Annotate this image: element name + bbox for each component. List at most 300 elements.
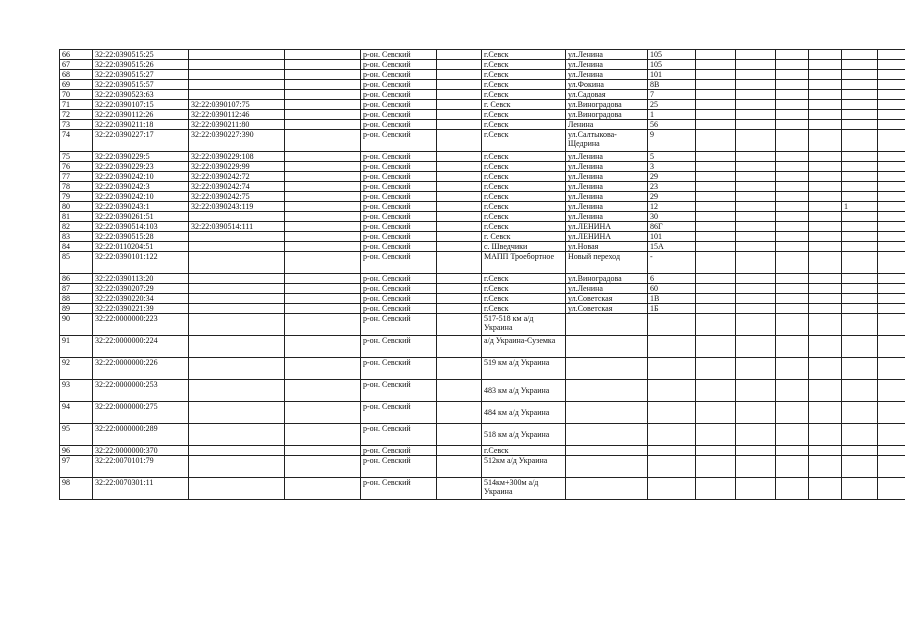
cell-cadastral-number-2: 32:22:0390242:75 (189, 192, 285, 202)
cell-empty (285, 252, 361, 274)
cell-cadastral-number: 32:22:0390242:10 (93, 192, 189, 202)
cell-empty (285, 446, 361, 456)
cell-empty (878, 446, 905, 456)
cell-locality: г.Севск (482, 192, 566, 202)
cell-cadastral-number: 32:22:0070301:11 (93, 478, 189, 500)
cell-row-number: 71 (60, 100, 93, 110)
table-row (60, 380, 905, 402)
cell-extra (842, 120, 878, 130)
cell-empty (285, 456, 361, 478)
cell-empty (809, 284, 842, 294)
cell-empty (736, 80, 776, 90)
cell-empty (696, 284, 736, 294)
cell-empty (809, 172, 842, 182)
cell-cadastral-number-2: 32:22:0390514:111 (189, 222, 285, 232)
cell-house-number (648, 402, 696, 424)
cell-empty (878, 314, 905, 336)
cell-empty (809, 358, 842, 380)
cell-street (566, 456, 648, 478)
cell-empty (736, 446, 776, 456)
cell-house-number (648, 336, 696, 358)
cell-empty (878, 130, 905, 152)
cell-locality: г.Севск (482, 120, 566, 130)
cell-locality: г.Севск (482, 110, 566, 120)
cell-house-number: 29 (648, 172, 696, 182)
cell-cadastral-number-2 (189, 294, 285, 304)
cell-row-number: 72 (60, 110, 93, 120)
cell-row-number: 87 (60, 284, 93, 294)
cell-empty (437, 456, 482, 478)
cell-empty (776, 212, 809, 222)
cell-cadastral-number-2: 32:22:0390229:108 (189, 152, 285, 162)
cell-empty (809, 152, 842, 162)
cell-empty (776, 232, 809, 242)
cell-row-number: 98 (60, 478, 93, 500)
cell-cadastral-number-2 (189, 80, 285, 90)
cell-empty (696, 380, 736, 402)
cell-empty (437, 336, 482, 358)
cell-empty (696, 242, 736, 252)
cell-cadastral-number: 32:22:0390220:34 (93, 294, 189, 304)
cell-empty (285, 424, 361, 446)
cell-empty (696, 192, 736, 202)
cell-extra (842, 478, 878, 500)
cell-extra (842, 456, 878, 478)
cell-district: р-он. Севский (361, 110, 437, 120)
cell-street (566, 446, 648, 456)
cell-row-number: 69 (60, 80, 93, 90)
table-body (60, 50, 905, 500)
cell-empty (696, 274, 736, 284)
cell-empty (696, 252, 736, 274)
table-row (60, 202, 905, 212)
cell-empty (696, 294, 736, 304)
cell-extra (842, 232, 878, 242)
table-row (60, 446, 905, 456)
cell-empty (696, 90, 736, 100)
cell-house-number: 1Б (648, 304, 696, 314)
cell-cadastral-number-2 (189, 380, 285, 402)
cell-empty (285, 380, 361, 402)
cell-extra (842, 212, 878, 222)
cell-cadastral-number: 32:22:0390229:23 (93, 162, 189, 172)
cell-cadastral-number: 32:22:0390112:26 (93, 110, 189, 120)
cell-house-number: 60 (648, 284, 696, 294)
cell-empty (776, 284, 809, 294)
cell-street (566, 402, 648, 424)
cell-empty (437, 294, 482, 304)
cell-empty (736, 152, 776, 162)
cell-empty (809, 90, 842, 100)
cell-empty (285, 304, 361, 314)
cell-district: р-он. Севский (361, 380, 437, 402)
cell-house-number: - (648, 252, 696, 274)
cell-empty (437, 304, 482, 314)
cell-empty (776, 242, 809, 252)
cadastral-table (59, 49, 905, 500)
cell-empty (878, 212, 905, 222)
cell-empty (437, 402, 482, 424)
cell-district: р-он. Севский (361, 358, 437, 380)
cell-empty (878, 402, 905, 424)
cell-empty (809, 162, 842, 172)
cell-empty (696, 446, 736, 456)
cell-empty (776, 110, 809, 120)
cell-empty (736, 284, 776, 294)
cell-district: р-он. Севский (361, 478, 437, 500)
cell-empty (437, 90, 482, 100)
cell-empty (437, 60, 482, 70)
cell-empty (437, 110, 482, 120)
cell-empty (696, 402, 736, 424)
cell-empty (437, 252, 482, 274)
table-row (60, 274, 905, 284)
cell-locality: 484 км а/д Украина (482, 402, 566, 424)
cell-empty (878, 202, 905, 212)
cell-cadastral-number-2 (189, 478, 285, 500)
cell-house-number (648, 314, 696, 336)
table-row (60, 120, 905, 130)
cell-empty (437, 274, 482, 284)
cell-empty (878, 100, 905, 110)
cell-empty (696, 202, 736, 212)
cell-house-number: 9 (648, 130, 696, 152)
cell-locality: г. Севск (482, 100, 566, 110)
cell-empty (437, 172, 482, 182)
cell-empty (437, 232, 482, 242)
cell-cadastral-number-2 (189, 424, 285, 446)
cell-empty (696, 110, 736, 120)
cell-street: ул.Ленина (566, 192, 648, 202)
cell-street: ул.Советская (566, 294, 648, 304)
cell-district: р-он. Севский (361, 446, 437, 456)
table-row (60, 424, 905, 446)
cell-empty (437, 80, 482, 90)
cell-locality: г.Севск (482, 172, 566, 182)
cell-empty (736, 274, 776, 284)
cell-row-number: 84 (60, 242, 93, 252)
cell-house-number: 8В (648, 80, 696, 90)
cell-extra (842, 380, 878, 402)
cell-extra (842, 90, 878, 100)
cell-extra (842, 284, 878, 294)
cell-empty (809, 130, 842, 152)
cell-locality: г.Севск (482, 162, 566, 172)
cell-cadastral-number: 32:22:0110204:51 (93, 242, 189, 252)
cell-extra (842, 222, 878, 232)
cell-empty (736, 100, 776, 110)
cell-empty (437, 242, 482, 252)
cell-cadastral-number-2 (189, 402, 285, 424)
cell-empty (696, 152, 736, 162)
cell-empty (437, 222, 482, 232)
cell-street: ул.Виноградова (566, 100, 648, 110)
cell-empty (696, 456, 736, 478)
cell-empty (736, 182, 776, 192)
cell-empty (285, 478, 361, 500)
cell-empty (776, 192, 809, 202)
cell-row-number: 78 (60, 182, 93, 192)
cell-cadastral-number: 32:22:0000000:223 (93, 314, 189, 336)
cell-empty (285, 70, 361, 80)
cell-locality: г.Севск (482, 274, 566, 284)
cell-empty (878, 242, 905, 252)
cell-extra (842, 50, 878, 60)
cell-empty (437, 70, 482, 80)
cell-row-number: 77 (60, 172, 93, 182)
cell-empty (437, 202, 482, 212)
cell-empty (809, 110, 842, 120)
cell-district: р-он. Севский (361, 60, 437, 70)
cell-extra (842, 314, 878, 336)
cell-house-number: 25 (648, 100, 696, 110)
cell-row-number: 88 (60, 294, 93, 304)
cell-row-number: 85 (60, 252, 93, 274)
cell-empty (809, 314, 842, 336)
cell-empty (736, 212, 776, 222)
cell-house-number (648, 456, 696, 478)
cell-row-number: 80 (60, 202, 93, 212)
cell-street: ул.Ленина (566, 60, 648, 70)
cell-row-number: 94 (60, 402, 93, 424)
cell-cadastral-number-2 (189, 60, 285, 70)
cell-empty (437, 130, 482, 152)
cell-locality: 517-518 км а/д Украина (482, 314, 566, 336)
cell-locality: г.Севск (482, 152, 566, 162)
cell-locality: с. Шведчики (482, 242, 566, 252)
cell-empty (736, 90, 776, 100)
table-row (60, 314, 905, 336)
cell-empty (285, 242, 361, 252)
cell-district: р-он. Севский (361, 202, 437, 212)
cell-row-number: 97 (60, 456, 93, 478)
cell-empty (736, 456, 776, 478)
cell-empty (736, 70, 776, 80)
cell-district: р-он. Севский (361, 70, 437, 80)
cell-empty (736, 60, 776, 70)
cell-empty (736, 162, 776, 172)
table-row (60, 478, 905, 500)
cell-cadastral-number: 32:22:0390261:51 (93, 212, 189, 222)
cell-empty (809, 120, 842, 130)
cell-locality: г.Севск (482, 294, 566, 304)
cell-locality: 514км+300м а/д Украина (482, 478, 566, 500)
cell-empty (437, 478, 482, 500)
cell-cadastral-number: 32:22:0000000:253 (93, 380, 189, 402)
cell-row-number: 70 (60, 90, 93, 100)
cell-street (566, 336, 648, 358)
cell-empty (736, 314, 776, 336)
cell-empty (437, 100, 482, 110)
cell-empty (809, 232, 842, 242)
cell-row-number: 67 (60, 60, 93, 70)
cell-cadastral-number: 32:22:0390523:63 (93, 90, 189, 100)
cell-street: Новый переход (566, 252, 648, 274)
cell-empty (878, 162, 905, 172)
cell-cadastral-number-2: 32:22:0390243:119 (189, 202, 285, 212)
cell-row-number: 79 (60, 192, 93, 202)
cell-locality: г.Севск (482, 222, 566, 232)
cell-empty (776, 424, 809, 446)
cell-house-number: 101 (648, 70, 696, 80)
cell-cadastral-number: 32:22:0390229:5 (93, 152, 189, 162)
cell-cadastral-number: 32:22:0390107:15 (93, 100, 189, 110)
cell-cadastral-number-2 (189, 50, 285, 60)
cell-district: р-он. Севский (361, 304, 437, 314)
cell-district: р-он. Севский (361, 294, 437, 304)
cell-extra (842, 162, 878, 172)
cell-cadastral-number-2 (189, 358, 285, 380)
cell-district: р-он. Севский (361, 152, 437, 162)
cell-empty (809, 380, 842, 402)
cell-empty (809, 424, 842, 446)
cell-house-number: 56 (648, 120, 696, 130)
cell-cadastral-number-2 (189, 212, 285, 222)
table-row (60, 70, 905, 80)
cell-house-number (648, 424, 696, 446)
table-row (60, 110, 905, 120)
cell-cadastral-number: 32:22:0000000:226 (93, 358, 189, 380)
cell-street (566, 380, 648, 402)
cell-empty (776, 90, 809, 100)
cell-house-number: 1 (648, 110, 696, 120)
cell-district: р-он. Севский (361, 192, 437, 202)
cell-cadastral-number: 32:22:0390242:10 (93, 172, 189, 182)
cell-district: р-он. Севский (361, 232, 437, 242)
cell-house-number: 1В (648, 294, 696, 304)
cell-locality: г.Севск (482, 60, 566, 70)
cell-house-number (648, 478, 696, 500)
cell-cadastral-number: 32:22:0000000:275 (93, 402, 189, 424)
cell-empty (736, 232, 776, 242)
cell-house-number: 105 (648, 60, 696, 70)
cell-empty (285, 222, 361, 232)
cell-empty (878, 110, 905, 120)
cell-empty (736, 380, 776, 402)
cell-cadastral-number-2 (189, 90, 285, 100)
table-row (60, 336, 905, 358)
cell-empty (285, 100, 361, 110)
cell-street: ул.Новая (566, 242, 648, 252)
cell-street (566, 478, 648, 500)
cell-locality: г.Севск (482, 70, 566, 80)
cell-empty (776, 130, 809, 152)
cell-empty (878, 222, 905, 232)
table-row (60, 80, 905, 90)
table-row (60, 90, 905, 100)
cell-house-number: 105 (648, 50, 696, 60)
cell-empty (285, 202, 361, 212)
cell-row-number: 89 (60, 304, 93, 314)
cell-empty (809, 222, 842, 232)
cell-empty (878, 60, 905, 70)
cell-empty (878, 358, 905, 380)
cell-cadastral-number-2 (189, 284, 285, 294)
cell-extra (842, 182, 878, 192)
cell-district: р-он. Севский (361, 456, 437, 478)
cell-empty (878, 284, 905, 294)
cell-empty (878, 304, 905, 314)
cell-empty (696, 336, 736, 358)
cell-empty (696, 424, 736, 446)
cell-extra (842, 130, 878, 152)
cell-cadastral-number-2: 32:22:0390211:80 (189, 120, 285, 130)
cell-row-number: 82 (60, 222, 93, 232)
cell-district: р-он. Севский (361, 100, 437, 110)
cell-empty (809, 70, 842, 80)
cell-empty (285, 336, 361, 358)
cell-street: ул.Ленина (566, 70, 648, 80)
cell-district: р-он. Севский (361, 274, 437, 284)
table-row (60, 152, 905, 162)
cell-empty (696, 212, 736, 222)
cell-empty (878, 70, 905, 80)
cell-extra (842, 110, 878, 120)
cell-street: ул.ЛЕНИНА (566, 222, 648, 232)
cell-cadastral-number-2 (189, 252, 285, 274)
cell-empty (437, 358, 482, 380)
table-row (60, 172, 905, 182)
cell-extra (842, 192, 878, 202)
cell-empty (776, 478, 809, 500)
cell-empty (696, 172, 736, 182)
cell-cadastral-number-2 (189, 314, 285, 336)
cell-empty (736, 358, 776, 380)
cell-row-number: 74 (60, 130, 93, 152)
cell-cadastral-number: 32:22:0390243:1 (93, 202, 189, 212)
cell-district: р-он. Севский (361, 90, 437, 100)
cell-street: ул.Советская (566, 304, 648, 314)
cell-street: Ленина (566, 120, 648, 130)
cell-cadastral-number-2 (189, 232, 285, 242)
cell-street: ул.ЛЕНИНА (566, 232, 648, 242)
table-row (60, 252, 905, 274)
cell-locality: а/д Украина-Суземка (482, 336, 566, 358)
cell-cadastral-number-2: 32:22:0390112:46 (189, 110, 285, 120)
cell-empty (809, 304, 842, 314)
cell-empty (285, 358, 361, 380)
cell-empty (437, 120, 482, 130)
cell-empty (878, 182, 905, 192)
cell-row-number: 83 (60, 232, 93, 242)
cell-extra (842, 336, 878, 358)
cell-locality: г.Севск (482, 212, 566, 222)
cell-cadastral-number-2 (189, 336, 285, 358)
cell-empty (878, 192, 905, 202)
cell-empty (285, 130, 361, 152)
cell-extra (842, 424, 878, 446)
cell-empty (878, 232, 905, 242)
cell-empty (437, 212, 482, 222)
cell-empty (809, 294, 842, 304)
cell-empty (285, 152, 361, 162)
cell-cadastral-number: 32:22:0390515:25 (93, 50, 189, 60)
cell-empty (809, 252, 842, 274)
cell-row-number: 81 (60, 212, 93, 222)
cell-empty (776, 222, 809, 232)
cell-house-number (648, 446, 696, 456)
cell-empty (878, 274, 905, 284)
cell-extra (842, 100, 878, 110)
cell-empty (809, 202, 842, 212)
cell-empty (736, 110, 776, 120)
cell-empty (809, 60, 842, 70)
cell-empty (809, 336, 842, 358)
cell-extra (842, 252, 878, 274)
cell-row-number: 68 (60, 70, 93, 80)
cell-district: р-он. Севский (361, 120, 437, 130)
cell-cadastral-number-2: 32:22:0390242:72 (189, 172, 285, 182)
